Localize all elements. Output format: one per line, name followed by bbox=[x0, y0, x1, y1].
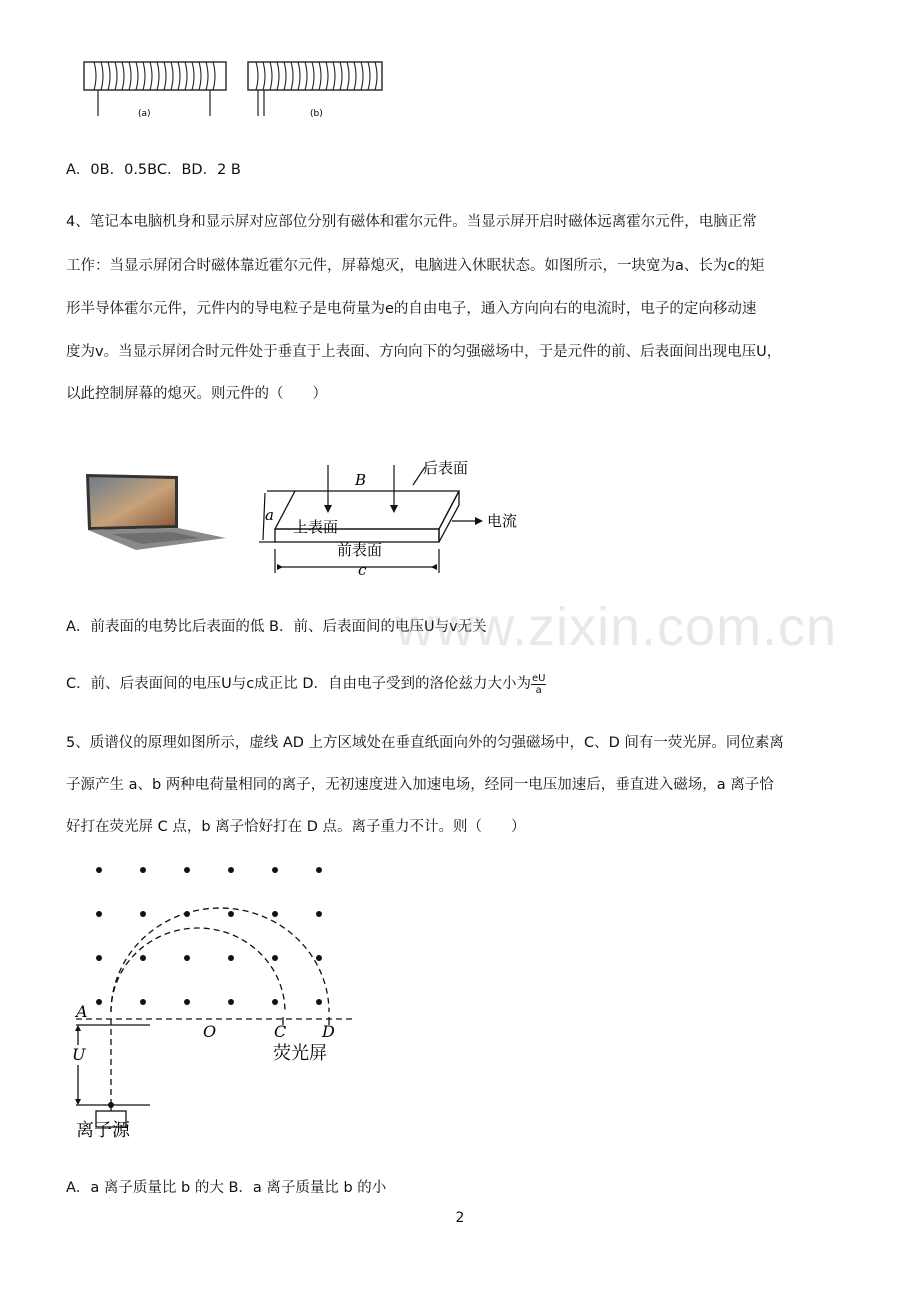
q5-line-1: 5、质谱仪的原理如图所示，虚线 AD 上方区域处在垂直纸面向外的匀强磁场中，C、D 间有一荧光屏。同位素离 bbox=[66, 735, 784, 751]
coils-figure bbox=[78, 56, 388, 126]
fraction-denominator: a bbox=[535, 684, 542, 696]
q4-option-cd: C．前、后表面间的电压U与c成正比 D．自由电子受到的洛伦兹力大小为 bbox=[66, 676, 531, 692]
field-dot bbox=[272, 867, 278, 873]
label-O: O bbox=[203, 1022, 217, 1041]
mass-spectrometer-figure bbox=[66, 855, 366, 1145]
label-A: A bbox=[76, 1002, 88, 1021]
page-number: 2 bbox=[455, 1210, 465, 1226]
field-dot bbox=[140, 999, 146, 1005]
laptop-image bbox=[82, 470, 228, 552]
field-dot bbox=[140, 867, 146, 873]
label-a: a bbox=[265, 506, 274, 524]
field-dot bbox=[184, 867, 190, 873]
field-dot bbox=[316, 955, 322, 961]
field-dot bbox=[184, 955, 190, 961]
field-dot bbox=[184, 999, 190, 1005]
label-D: D bbox=[322, 1022, 335, 1041]
q3-options: A．0B．0.5BC．BD．2 B bbox=[66, 162, 241, 178]
field-dot bbox=[140, 955, 146, 961]
q4-fraction bbox=[531, 673, 546, 696]
field-dot bbox=[316, 867, 322, 873]
q5-option-ab: A．a 离子质量比 b 的大 B．a 离子质量比 b 的小 bbox=[66, 1180, 387, 1196]
label-front-surface: 前表面 bbox=[337, 541, 383, 559]
label-source: 离子源 bbox=[76, 1120, 130, 1141]
field-dot bbox=[228, 911, 234, 917]
fraction-numerator: eU bbox=[531, 672, 546, 684]
coil-b-label: (b) bbox=[310, 109, 323, 119]
q4-line-3: 形半导体霍尔元件，元件内的导电粒子是电荷量为e的自由电子，通入方向向右的电流时，电子的定向移动速 bbox=[66, 301, 757, 317]
label-c: c bbox=[358, 561, 367, 579]
field-dot bbox=[228, 867, 234, 873]
field-dot bbox=[96, 911, 102, 917]
field-dot bbox=[228, 999, 234, 1005]
field-dot bbox=[316, 999, 322, 1005]
label-B: B bbox=[355, 471, 367, 489]
field-dot bbox=[96, 955, 102, 961]
q5-line-3: 好打在荧光屏 C 点，b 离子恰好打在 D 点。离子重力不计。则（ ） bbox=[66, 819, 526, 835]
label-top-surface: 上表面 bbox=[293, 518, 339, 536]
field-dot bbox=[316, 911, 322, 917]
q4-line-5: 以此控制屏幕的熄灭。则元件的（ ） bbox=[66, 386, 327, 402]
q4-option-ab: A．前表面的电势比后表面的低 B．前、后表面间的电压U与v无关 bbox=[66, 619, 487, 635]
coil-a-body bbox=[84, 62, 226, 90]
q4-option-cd-row bbox=[66, 672, 546, 696]
label-U: U bbox=[72, 1045, 86, 1064]
hall-element-figure bbox=[255, 455, 535, 580]
q4-line-2: 工作：当显示屏闭合时磁体靠近霍尔元件，屏幕熄灭，电脑进入休眠状态。如图所示，一块宽为a、长为c的矩 bbox=[66, 258, 765, 274]
watermark: www.zixin.com.cn bbox=[395, 597, 838, 657]
label-back-surface: 后表面 bbox=[423, 459, 469, 477]
q4-line-1: 4、笔记本电脑机身和显示屏对应部位分别有磁体和霍尔元件。当显示屏开启时磁体远离霍尔元件，电脑正常 bbox=[66, 214, 757, 230]
coil-a-label: (a) bbox=[138, 109, 151, 119]
label-screen: 荧光屏 bbox=[273, 1043, 327, 1064]
field-dot bbox=[272, 999, 278, 1005]
label-current: 电流 bbox=[487, 512, 518, 530]
field-dot bbox=[272, 955, 278, 961]
field-dot bbox=[228, 955, 234, 961]
field-dot bbox=[140, 911, 146, 917]
field-dot bbox=[96, 999, 102, 1005]
field-dot bbox=[272, 911, 278, 917]
q4-line-4: 度为v。当显示屏闭合时元件处于垂直于上表面、方向向下的匀强磁场中，于是元件的前、后表面间出现电压U， bbox=[66, 344, 782, 360]
label-C: C bbox=[274, 1022, 287, 1041]
q5-line-2: 子源产生 a、b 两种电荷量相同的离子，无初速度进入加速电场，经同一电压加速后，垂直进入磁场，a 离子恰 bbox=[66, 777, 774, 793]
field-dot bbox=[96, 867, 102, 873]
